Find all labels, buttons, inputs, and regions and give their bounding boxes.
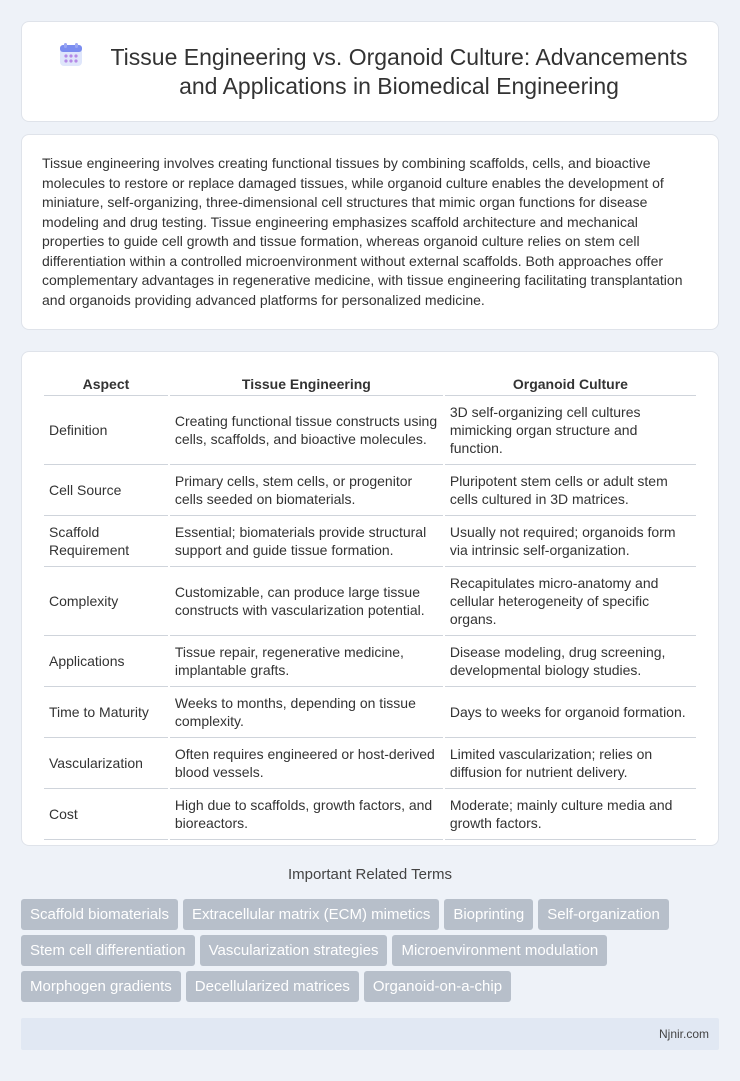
comparison-table-card bbox=[21, 351, 719, 846]
organoid-culture-cell: Usually not required; organoids form via intrinsic self-organization. bbox=[445, 516, 696, 567]
organoid-culture-cell: Days to weeks for organoid formation. bbox=[445, 687, 696, 738]
related-term-tag[interactable]: Vascularization strategies bbox=[200, 935, 388, 966]
intro-text: Tissue engineering involves creating functional tissues by combining scaffolds, cells, and bioactive molecules to restore or replace damaged tissues, while organoid culture enables the development of miniature, self-organizing, three-dimensional cell structures that mimic organ functions for disease modeling and drug testing. Tissue engineering emphasizes scaffold architecture and mechanical properties to guide cell growth and tissue formation, whereas organoid culture relies on stem cell differentiation within a controlled microenvironment without external scaffolds. Both approaches offer complementary advantages in regenerative medicine, with tissue engineering facilitating transplantation and organoids providing advanced platforms for personalized medicine. bbox=[42, 155, 683, 308]
organoid-culture-cell: Recapitulates micro-anatomy and cellular heterogeneity of specific organs. bbox=[445, 567, 696, 636]
aspect-cell: Vascularization bbox=[44, 738, 168, 789]
column-header-tissue-engineering: Tissue Engineering bbox=[170, 370, 443, 396]
tissue-engineering-cell: High due to scaffolds, growth factors, and bioreactors. bbox=[170, 789, 443, 840]
aspect-cell: Cost bbox=[44, 789, 168, 840]
tissue-engineering-cell: Weeks to months, depending on tissue complexity. bbox=[170, 687, 443, 738]
footer bbox=[21, 1018, 719, 1050]
tissue-engineering-cell: Often requires engineered or host-derived blood vessels. bbox=[170, 738, 443, 789]
aspect-cell: Cell Source bbox=[44, 465, 168, 516]
related-term-tag[interactable]: Stem cell differentiation bbox=[21, 935, 195, 966]
header-card bbox=[21, 21, 719, 122]
page-title: Tissue Engineering vs. Organoid Culture: Advancements and Applications in Biomedical Engineering bbox=[110, 43, 688, 99]
related-term-tag[interactable]: Scaffold biomaterials bbox=[21, 899, 178, 930]
related-term-tag[interactable]: Self-organization bbox=[538, 899, 669, 930]
table-row bbox=[44, 516, 696, 567]
table-row bbox=[44, 738, 696, 789]
organoid-culture-cell: Limited vascularization; relies on diffusion for nutrient delivery. bbox=[445, 738, 696, 789]
table-row bbox=[44, 687, 696, 738]
related-term-tag[interactable]: Microenvironment modulation bbox=[392, 935, 607, 966]
organoid-culture-cell: 3D self-organizing cell cultures mimicking organ structure and function. bbox=[445, 396, 696, 465]
aspect-cell: Time to Maturity bbox=[44, 687, 168, 738]
column-header-organoid-culture: Organoid Culture bbox=[445, 370, 696, 396]
comparison-table bbox=[42, 370, 698, 840]
tissue-engineering-cell: Creating functional tissue constructs using cells, scaffolds, and bioactive molecules. bbox=[170, 396, 443, 465]
aspect-cell: Definition bbox=[44, 396, 168, 465]
related-terms-list bbox=[21, 899, 721, 1002]
table-row bbox=[44, 636, 696, 687]
related-term-tag[interactable]: Morphogen gradients bbox=[21, 971, 181, 1002]
tissue-engineering-cell: Customizable, can produce large tissue constructs with vascularization potential. bbox=[170, 567, 443, 636]
organoid-culture-cell: Moderate; mainly culture media and growth factors. bbox=[445, 789, 696, 840]
related-term-tag[interactable]: Bioprinting bbox=[444, 899, 533, 930]
organoid-culture-cell: Pluripotent stem cells or adult stem cells cultured in 3D matrices. bbox=[445, 465, 696, 516]
aspect-cell: Applications bbox=[44, 636, 168, 687]
footer-site-link[interactable]: Njnir.com bbox=[658, 1027, 709, 1041]
tissue-engineering-cell: Tissue repair, regenerative medicine, implantable grafts. bbox=[170, 636, 443, 687]
organoid-culture-cell: Disease modeling, drug screening, developmental biology studies. bbox=[445, 636, 696, 687]
tissue-engineering-cell: Essential; biomaterials provide structural support and guide tissue formation. bbox=[170, 516, 443, 567]
tissue-engineering-cell: Primary cells, stem cells, or progenitor cells seeded on biomaterials. bbox=[170, 465, 443, 516]
table-row bbox=[44, 465, 696, 516]
table-header-row bbox=[44, 370, 696, 396]
intro-card bbox=[21, 134, 719, 330]
column-header-aspect: Aspect bbox=[44, 370, 168, 396]
aspect-cell: Scaffold Requirement bbox=[44, 516, 168, 567]
table-row bbox=[44, 789, 696, 840]
table-row bbox=[44, 396, 696, 465]
related-term-tag[interactable]: Organoid-on-a-chip bbox=[364, 971, 511, 1002]
related-term-tag[interactable]: Extracellular matrix (ECM) mimetics bbox=[183, 899, 439, 930]
table-row bbox=[44, 567, 696, 636]
aspect-cell: Complexity bbox=[44, 567, 168, 636]
related-term-tag[interactable]: Decellularized matrices bbox=[186, 971, 359, 1002]
calendar-icon bbox=[58, 42, 84, 68]
related-terms-title: Important Related Terms bbox=[288, 866, 452, 883]
